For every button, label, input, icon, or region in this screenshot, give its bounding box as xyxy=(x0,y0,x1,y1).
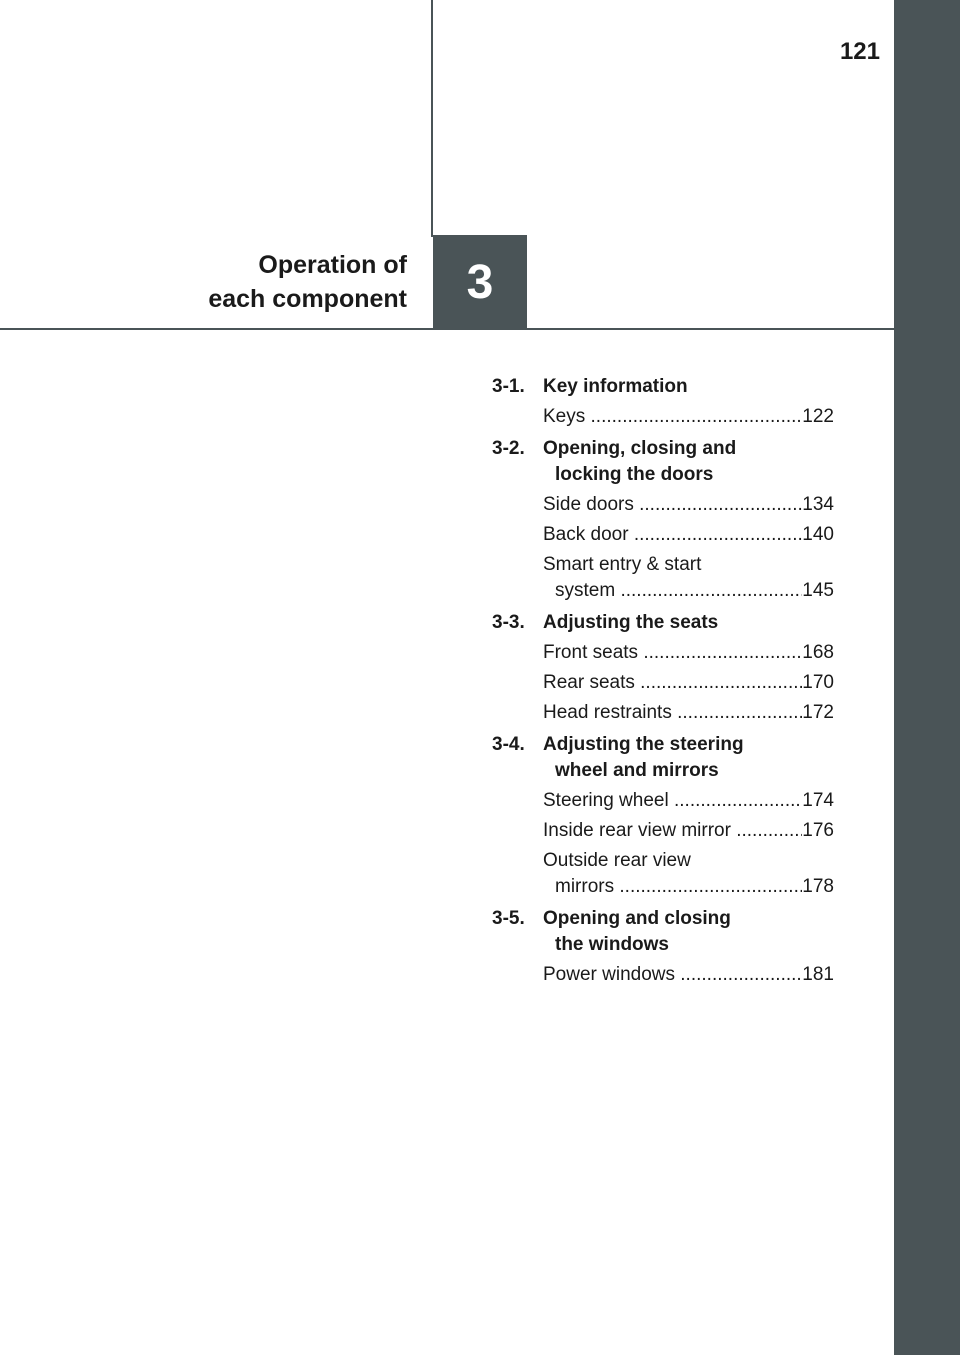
section-number: 3-2. xyxy=(492,438,525,459)
toc-entry-steering-wheel[interactable]: Steering wheel ..... 174 xyxy=(492,788,834,814)
toc-entry-outside-mirrors[interactable]: Outside rear view mirrors ..... 178 xyxy=(492,848,834,900)
section-number: 3-3. xyxy=(492,612,525,633)
toc-entry-power-windows[interactable]: Power windows ..... 181 xyxy=(492,962,834,988)
toc-section xyxy=(492,610,834,636)
toc-section xyxy=(492,732,834,784)
page-number: 121 xyxy=(839,38,880,65)
table-of-contents xyxy=(492,374,834,988)
section-title: Adjusting the steering wheel and mirrors xyxy=(543,734,744,781)
section-title: Key information xyxy=(543,376,688,397)
toc-entry-keys[interactable]: Keys ..... 122 xyxy=(492,404,834,430)
toc-entry-side-doors[interactable]: Side doors ..... 134 xyxy=(492,492,834,518)
toc-section xyxy=(492,906,834,958)
chapter-number: 3 xyxy=(466,256,494,309)
toc-entry-front-seats[interactable]: Front seats ..... 168 xyxy=(492,640,834,666)
vertical-divider xyxy=(431,0,433,237)
section-title: Opening, closing and locking the doors xyxy=(543,438,737,485)
section-number: 3-1. xyxy=(492,376,525,397)
section-title: Opening and closing the windows xyxy=(543,908,731,955)
toc-entry-back-door[interactable]: Back door ..... 140 xyxy=(492,522,834,548)
chapter-title-line2: each component xyxy=(208,285,407,313)
toc-section xyxy=(492,436,834,488)
toc-entry-smart-entry[interactable]: Smart entry & start system ..... 145 xyxy=(492,552,834,604)
toc-section xyxy=(492,374,834,400)
chapter-title xyxy=(100,248,407,316)
toc-entry-inside-mirror[interactable]: Inside rear view mirror ..... 176 xyxy=(492,818,834,844)
toc-entry-head-restraints[interactable]: Head restraints ..... 172 xyxy=(492,700,834,726)
section-number: 3-5. xyxy=(492,908,525,929)
side-tab-bar xyxy=(894,0,960,1355)
toc-entry-rear-seats[interactable]: Rear seats ..... 170 xyxy=(492,670,834,696)
section-title: Adjusting the seats xyxy=(543,612,719,633)
chapter-number-box xyxy=(433,235,527,330)
section-number: 3-4. xyxy=(492,734,525,755)
chapter-title-line1: Operation of xyxy=(258,251,407,279)
